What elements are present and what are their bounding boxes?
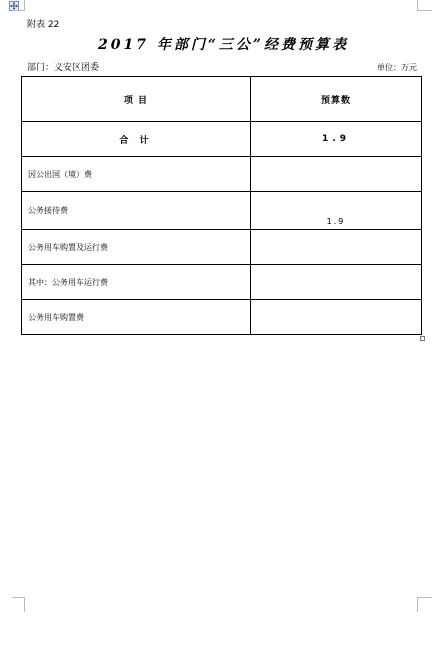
header-budget[interactable]: 预算数: [251, 77, 422, 122]
margin-corner-top-right: [417, 0, 432, 11]
total-value[interactable]: 1.9: [251, 122, 422, 157]
row-value[interactable]: [251, 265, 422, 300]
table-row: [22, 265, 422, 300]
table-row: [22, 192, 422, 230]
row-label[interactable]: 其中：公务用车运行费: [22, 265, 251, 300]
department-label: 部门：义安区团委: [27, 63, 100, 73]
margin-corner-bottom-left: [12, 597, 25, 612]
row-label[interactable]: 公务用车购置及运行费: [22, 230, 251, 265]
table-row: [22, 230, 422, 265]
table-total-row: [22, 122, 422, 157]
table-row: [22, 157, 422, 192]
header-item[interactable]: 项 目: [22, 77, 251, 122]
row-value[interactable]: [251, 230, 422, 265]
row-label[interactable]: 公务用车购置费: [22, 300, 251, 335]
row-label[interactable]: 公务接待费: [22, 192, 251, 230]
row-value[interactable]: [251, 157, 422, 192]
unit-label: 单位：万元: [377, 63, 417, 72]
document-title: 2017 年部门“三公”经费预算表: [98, 37, 349, 53]
table-resize-handle[interactable]: [420, 336, 425, 341]
budget-table: [21, 76, 422, 335]
total-label[interactable]: 合 计: [22, 122, 251, 157]
row-label[interactable]: 因公出国（境）费: [22, 157, 251, 192]
appendix-label: 附表 22: [27, 20, 60, 30]
margin-corner-bottom-right: [417, 597, 432, 612]
table-header-row: [22, 77, 422, 122]
row-value-text: 1.9: [326, 217, 346, 226]
row-value[interactable]: [251, 300, 422, 335]
row-value[interactable]: [251, 192, 422, 230]
table-row: [22, 300, 422, 335]
margin-corner-top-left: [12, 0, 25, 11]
